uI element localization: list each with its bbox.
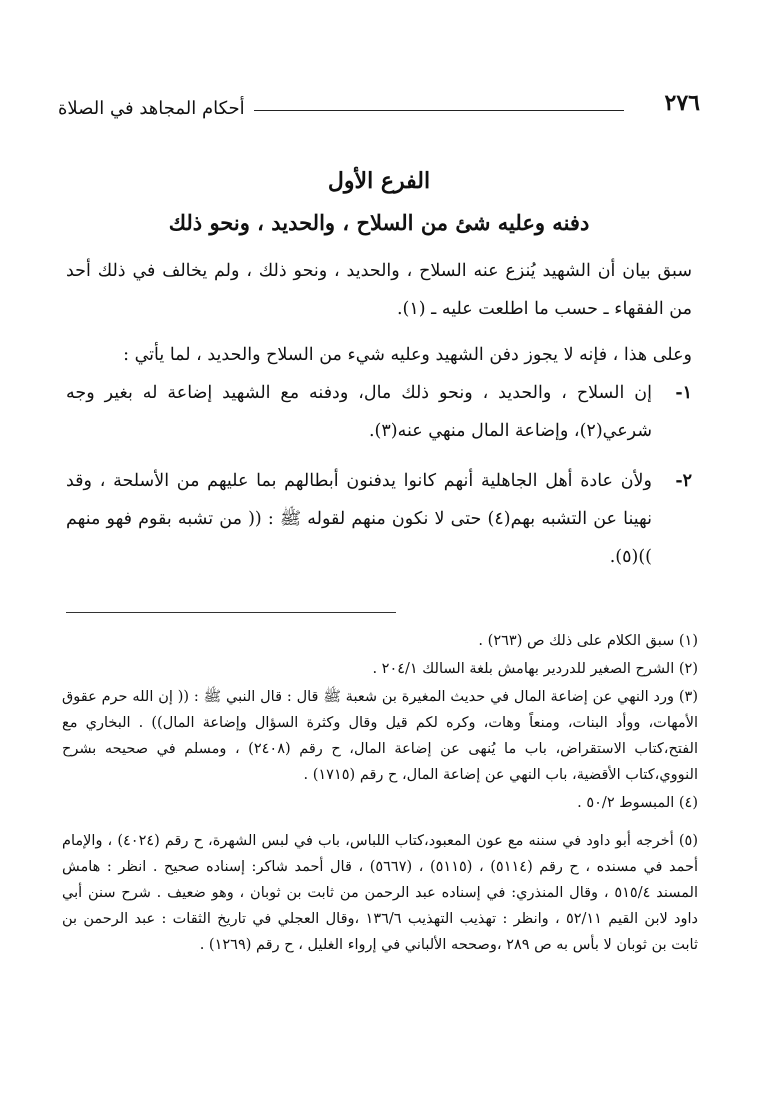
section-subtitle: دفنه وعليه شئ من السلاح ، والحديد ، ونحو ذلك	[168, 210, 590, 235]
footnote	[62, 828, 698, 958]
body-paragraph-2: وعلى هذا ، فإنه لا يجوز دفن الشهيد وعليه شيء من السلاح والحديد ، لما يأتي :	[123, 345, 692, 365]
footnote-separator	[66, 612, 396, 613]
footnote-text: (٤) المبسوط ٥٠/٢ .	[577, 795, 698, 811]
list-item-number: ١-	[675, 383, 692, 403]
footnote	[62, 628, 698, 654]
list-item	[66, 374, 692, 450]
footnotes	[62, 628, 698, 960]
list-item-text: ولأن عادة أهل الجاهلية أنهم كانوا يدفنون أبطالهم بما عليهم من الأسلحة ، وقد نهينا عن التشبه بهم(٤) حتى لا نكون منهم لقوله ﷺ : (( من تشبه بقوم فهو منهم ))(٥).	[66, 471, 652, 567]
footnote-text: (١) سبق الكلام على ذلك ص (٢٦٣) .	[478, 633, 698, 649]
list-item	[66, 462, 692, 576]
footnote-text: (٢) الشرح الصغير للدردير بهامش بلغة السالك ٢٠٤/١ .	[372, 661, 698, 677]
body-paragraph-1: سبق بيان أن الشهيد يُنزع عنه السلاح ، والحديد ، ونحو ذلك ، ولم يخالف في ذلك أحد من الفقهاء ـ حسب ما اطلعت عليه ـ (١).	[66, 261, 692, 319]
footnote-text: (٣) ورد النهي عن إضاعة المال في حديث المغيرة بن شعبة ﷺ قال : قال النبي ﷺ : (( إن الله حرم عقوق الأمهات، ووأد البنات، ومنعاً وهات، وكره لكم قيل وقال وكثرة السؤال وإضاعة المال)) . البخاري مع الفتح،كتاب الاستقراض، باب ما يُنهى عن إضاعة المال، ح رقم (٢٤٠٨) ، ومسلم في صحيحه بشرح النووي،كتاب الأقضية، باب النهي عن إضاعة المال، ح رقم (١٧١٥) .	[62, 689, 698, 783]
footnote	[62, 790, 698, 816]
footnote-gap	[62, 818, 698, 828]
footnote	[62, 656, 698, 682]
list-item-text: إن السلاح ، والحديد ، ونحو ذلك مال، ودفنه مع الشهيد إضاعة له بغير وجه شرعي(٢)، وإضاعة المال منهي عنه(٣).	[66, 383, 652, 441]
section-title: الفرع الأول	[327, 168, 431, 194]
page-number: ٢٧٦	[664, 90, 700, 116]
header-rule	[254, 110, 624, 111]
footnote	[62, 684, 698, 788]
footnote-text: (٥) أخرجه أبو داود في سننه مع عون المعبود،كتاب اللباس، باب في لبس الشهرة، ح رقم (٤٠٢٤) ، والإمام أحمد في مسنده ، ح رقم (٥١١٤) ، (٥١١٥) ، (٥٦٦٧) ، قال أحمد شاكر: إسناده صحيح . انظر : هامش المسند ٥١٥/٤ ، وقال المنذري: في إسناده عبد الرحمن من ثابت بن ثوبان ، وهو ضعيف . شرح سنن أبي داود لابن القيم ٥٢/١١ ، وانظر : تهذيب التهذيب ١٣٦/٦ ،وقال العجلي في تاريخ الثقات : عبد الرحمن بن ثابت بن ثوبان لا بأس به ص ٢٨٩ ،وصححه الألباني في إرواء الغليل ، ح رقم (١٢٦٩) .	[62, 833, 699, 953]
list-item-number: ٢-	[675, 471, 692, 491]
page-header	[58, 90, 700, 130]
running-title: أحكام المجاهد في الصلاة	[58, 98, 245, 119]
